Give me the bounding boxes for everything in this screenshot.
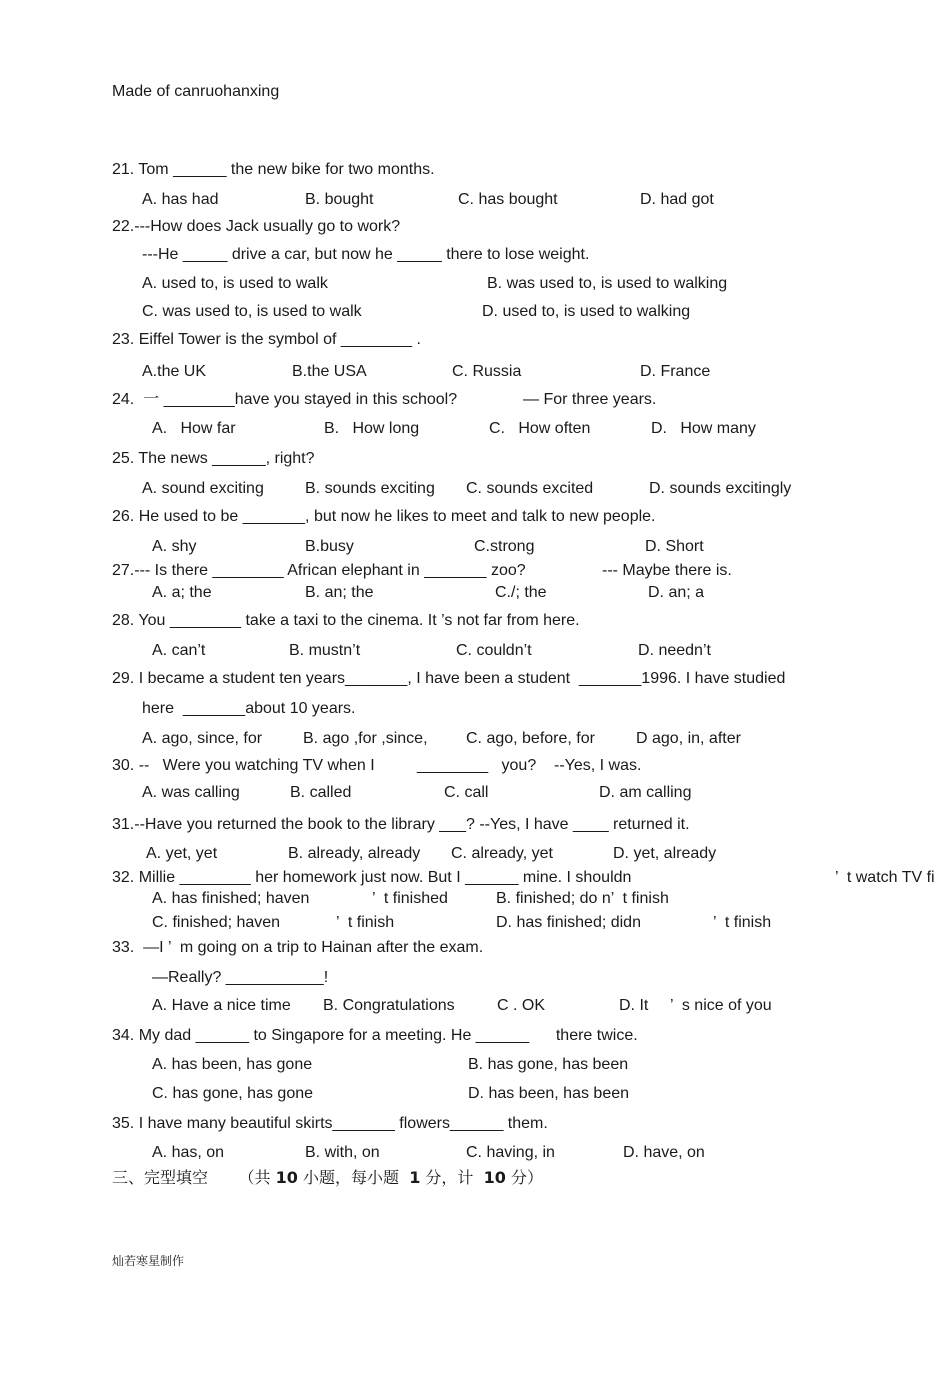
question-21-option-c: C. has bought <box>458 191 558 208</box>
question-23-stem: 23. Eiffel Tower is the symbol of ________ . <box>112 331 421 348</box>
question-28-option-b: B. mustn’t <box>289 642 361 659</box>
question-32-stem-tail: ’ t watch TV fi <box>835 869 935 886</box>
question-23-option-d: D. France <box>640 363 711 380</box>
question-29-option-d: D ago, in, after <box>636 730 741 747</box>
question-29-stem: 29. I became a student ten years_______, I have been a student _______1996. I have studied <box>112 670 786 687</box>
question-30-stem-b: ________ you? --Yes, I was. <box>417 757 642 774</box>
question-32-option-d-tail: ’ t finish <box>713 914 772 931</box>
question-25-option-a: A. sound exciting <box>142 480 264 497</box>
question-26-option-b: B.busy <box>305 538 354 555</box>
question-27-option-d: D. an; a <box>648 584 705 601</box>
question-29-option-b: B. ago ,for ,since, <box>303 730 428 747</box>
question-35-option-b: B. with, on <box>305 1144 380 1161</box>
question-29-option-c: C. ago, before, for <box>466 730 595 747</box>
section-3-part4: 分） <box>510 1168 543 1187</box>
question-35-option-a: A. has, on <box>152 1144 225 1161</box>
question-24-option-b: B. How long <box>324 420 420 437</box>
question-22-option-b: B. was used to, is used to walking <box>487 275 728 292</box>
question-31-option-b: B. already, already <box>288 845 421 862</box>
question-23-option-b: B.the USA <box>292 363 367 380</box>
section-3-part2: 小题，每小题 <box>303 1168 400 1187</box>
question-30-option-b: B. called <box>290 784 352 801</box>
question-31-option-a: A. yet, yet <box>146 845 218 862</box>
question-28-option-c: C. couldn’t <box>456 642 532 659</box>
question-31-option-c: C. already, yet <box>451 845 553 862</box>
question-21-option-a: A. has had <box>142 191 219 208</box>
question-31-stem: 31.--Have you returned the book to the library ___? --Yes, I have ____ returned it. <box>112 816 690 833</box>
question-22-stem-line2: ---He _____ drive a car, but now he _____ there to lose weight. <box>142 246 590 263</box>
question-34-stem: 34. My dad ______ to Singapore for a meeting. He ______ there twice. <box>112 1027 638 1044</box>
section-3-count: 10 <box>275 1168 298 1187</box>
question-32-option-c: C. finished; haven <box>152 914 281 931</box>
question-32-option-b: B. finished; do n’ t finish <box>496 890 669 907</box>
question-27-option-a: A. a; the <box>152 584 212 601</box>
question-32-option-a: A. has finished; haven <box>152 890 310 907</box>
question-26-option-c: C.strong <box>474 538 535 555</box>
question-21-option-b: B. bought <box>305 191 374 208</box>
question-33-option-a: A. Have a nice time <box>152 997 291 1014</box>
question-24-option-c: C. How often <box>489 420 591 437</box>
question-27-stem: 27.--- Is there ________ African elephant in _______ zoo? <box>112 562 526 579</box>
question-32-option-d: D. has finished; didn <box>496 914 641 931</box>
section-3-part1: （共 <box>238 1168 271 1187</box>
question-25-option-c: C. sounds excited <box>466 480 594 497</box>
section-3-part3: 分，计 <box>425 1168 474 1187</box>
section-3-heading <box>112 1170 543 1186</box>
question-22-stem: 22.---How does Jack usually go to work? <box>112 218 401 235</box>
question-21-option-d: D. had got <box>640 191 714 208</box>
page-header: Made of canruohanxing <box>112 83 280 100</box>
question-32-stem: 32. Millie ________ her homework just now. But I ______ mine. I shouldn <box>112 869 632 886</box>
question-24-option-a: A. How far <box>152 420 236 437</box>
question-28-stem: 28. You ________ take a taxi to the cinema. It ’s not far from here. <box>112 612 580 629</box>
question-32-option-a-tail: ’ t finished <box>372 890 448 907</box>
question-24-option-d: D. How many <box>651 420 756 437</box>
question-27-reply: --- Maybe there is. <box>602 562 732 579</box>
question-33-option-c: C . OK <box>497 997 546 1014</box>
question-32-option-c-tail: ’ t finish <box>336 914 395 931</box>
page-footer: 灿若寒星制作 <box>112 1254 185 1268</box>
question-26-option-d: D. Short <box>645 538 704 555</box>
question-33-stem: 33. —I ’ m going on a trip to Hainan after the exam. <box>112 939 484 956</box>
question-35-stem: 35. I have many beautiful skirts_______ flowers______ them. <box>112 1115 548 1132</box>
question-22-option-a: A. used to, is used to walk <box>142 275 328 292</box>
question-25-stem: 25. The news ______, right? <box>112 450 315 467</box>
question-30-stem: 30. -- Were you watching TV when I <box>112 757 375 774</box>
question-34-option-b: B. has gone, has been <box>468 1056 629 1073</box>
question-35-option-c: C. having, in <box>466 1144 555 1161</box>
question-24-reply: — For three years. <box>523 391 657 408</box>
question-23-option-c: C. Russia <box>452 363 522 380</box>
question-33-option-d-tail: ’ s nice of you <box>670 997 772 1014</box>
question-30-option-c: C. call <box>444 784 489 801</box>
question-24-stem: 24. 一 ________have you stayed in this school? <box>112 391 458 408</box>
section-3-points-total: 10 <box>483 1168 506 1187</box>
question-29-option-a: A. ago, since, for <box>142 730 263 747</box>
question-21-stem: 21. Tom ______ the new bike for two months. <box>112 161 435 178</box>
question-27-option-b: B. an; the <box>305 584 374 601</box>
question-29-stem-line2: here _______about 10 years. <box>142 700 356 717</box>
question-25-option-b: B. sounds exciting <box>305 480 435 497</box>
section-3-title: 三、完型填空 <box>112 1168 209 1187</box>
question-31-option-d: D. yet, already <box>613 845 717 862</box>
question-34-option-d: D. has been, has been <box>468 1085 630 1102</box>
question-34-option-a: A. has been, has gone <box>152 1056 313 1073</box>
question-35-option-d: D. have, on <box>623 1144 705 1161</box>
question-27-option-c: C./; the <box>495 584 547 601</box>
question-34-option-c: C. has gone, has gone <box>152 1085 314 1102</box>
question-26-option-a: A. shy <box>152 538 197 555</box>
question-33-option-d: D. It <box>619 997 649 1014</box>
question-22-option-c: C. was used to, is used to walk <box>142 303 362 320</box>
question-25-option-d: D. sounds excitingly <box>649 480 792 497</box>
question-30-option-d: D. am calling <box>599 784 692 801</box>
question-33-option-b: B. Congratulations <box>323 997 455 1014</box>
section-3-points-each: 1 <box>409 1168 421 1187</box>
question-22-option-d: D. used to, is used to walking <box>482 303 691 320</box>
question-23-option-a: A.the UK <box>142 363 207 380</box>
question-28-option-d: D. needn’t <box>638 642 711 659</box>
question-26-stem: 26. He used to be _______, but now he likes to meet and talk to new people. <box>112 508 656 525</box>
question-33-stem-line2: —Really? ___________! <box>152 969 329 986</box>
question-30-option-a: A. was calling <box>142 784 240 801</box>
question-28-option-a: A. can’t <box>152 642 206 659</box>
